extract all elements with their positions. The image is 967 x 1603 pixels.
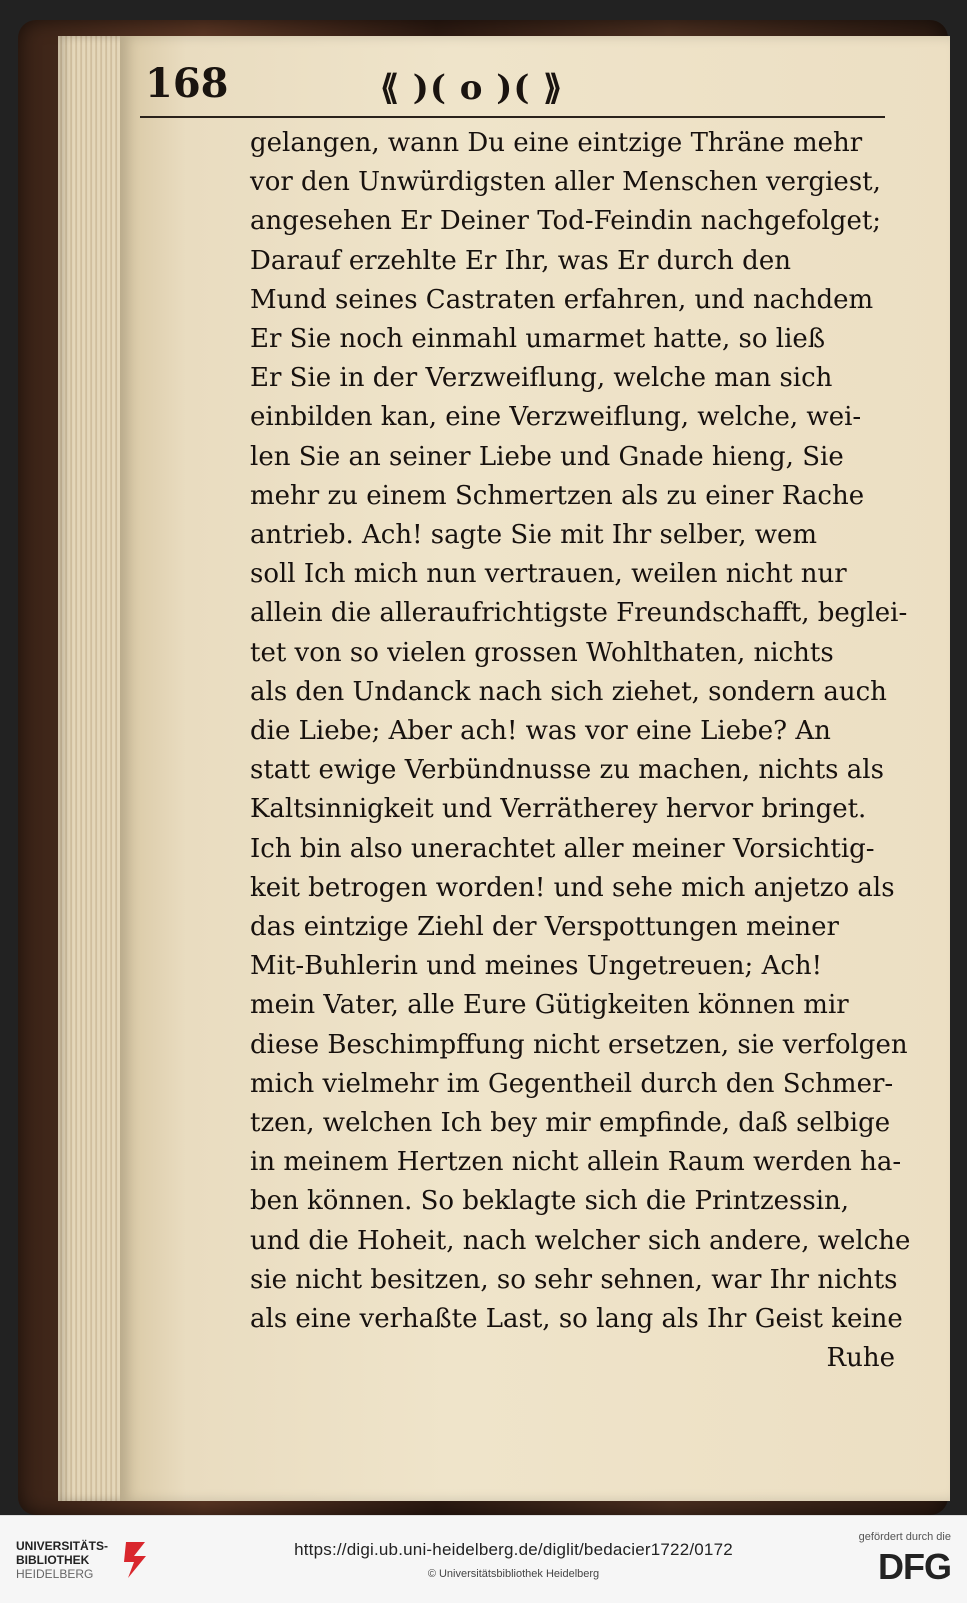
text-line: angesehen Er Deiner Tod-Feindin nachgefolget; xyxy=(250,206,882,237)
text-line: keit betrogen worden! und sehe mich anjetzo als xyxy=(250,872,895,903)
text-line: die Liebe; Aber ach! was vor eine Liebe? An xyxy=(250,716,831,747)
catchword: Ruhe xyxy=(826,1343,895,1374)
text-line: mich vielmehr im Gegentheil durch den Schmer- xyxy=(250,1068,894,1099)
text-line: Kaltsinnigkeit und Verrätherey hervor bringet. xyxy=(250,794,867,825)
text-line: mein Vater, alle Eure Gütigkeiten können mir xyxy=(250,990,849,1021)
ornament-icon: ⟪ )( o )( ⟫ xyxy=(380,68,564,108)
copyright-notice: © Universitätsbibliothek Heidelberg xyxy=(427,1567,600,1580)
text-line: in meinem Hertzen nicht allein Raum werden ha- xyxy=(250,1147,902,1178)
text-line: Mit-Buhlerin und meines Ungetreuen; Ach! xyxy=(250,951,823,982)
text-line: als eine verhaßte Last, so lang als Ihr Geist keine xyxy=(250,1304,903,1335)
url-area xyxy=(289,1540,739,1580)
text-line: sie nicht besitzen, so sehr sehnen, war Ihr nichts xyxy=(250,1264,898,1295)
heidelberg-logo-icon xyxy=(118,1538,152,1582)
text-line: diese Beschimpffung nicht ersetzen, sie verfolgen xyxy=(250,1029,908,1060)
text-line: soll Ich mich nun vertrauen, weilen nicht nur xyxy=(250,559,847,590)
library-branding xyxy=(16,1538,236,1582)
text-line: Ich bin also unerachtet aller meiner Vorsichtig- xyxy=(250,833,875,864)
dfg-logo: DFG xyxy=(878,1546,951,1587)
text-line: tzen, welchen Ich bey mir empfinde, daß selbige xyxy=(250,1108,891,1139)
text-line: ben können. So beklagte sich die Printzessin, xyxy=(250,1186,850,1217)
page-url[interactable]: https://digi.ub.uni-heidelberg.de/diglit/bedacier1722/0172 xyxy=(294,1539,733,1559)
page-header xyxy=(145,60,785,110)
text-line: gelangen, wann Du eine eintzige Thräne mehr xyxy=(250,128,863,158)
text-line: und die Hoheit, nach welcher sich andere, welche xyxy=(250,1225,911,1256)
text-line: vor den Unwürdigsten aller Menschen vergiest, xyxy=(250,167,881,198)
text-line: statt ewige Verbündnusse zu machen, nichts als xyxy=(250,755,884,786)
page-number: 168 xyxy=(145,60,229,107)
text-line: Mund seines Castraten erfahren, und nachdem xyxy=(250,284,874,315)
text-line: einbilden kan, eine Verzweiflung, welche, wei- xyxy=(250,402,862,433)
footer-bar xyxy=(0,1515,967,1603)
funding-label: gefördert durch die xyxy=(858,1531,951,1543)
page-text xyxy=(250,124,911,1374)
library-name xyxy=(16,1539,108,1581)
text-line: allein die alleraufrichtigste Freundschafft, beglei- xyxy=(250,598,908,629)
header-rule xyxy=(140,116,885,118)
library-name-line: BIBLIOTHEK xyxy=(16,1552,90,1567)
text-line: als den Undanck nach sich ziehet, sondern auch xyxy=(250,676,887,707)
text-line: antrieb. Ach! sagte Sie mit Ihr selber, wem xyxy=(250,520,818,551)
text-line: Er Sie noch einmahl umarmet hatte, so ließ xyxy=(250,324,826,355)
library-name-line: HEIDELBERG xyxy=(16,1566,94,1581)
text-line: Er Sie in der Verzweiflung, welche man sich xyxy=(250,363,833,394)
text-line: len Sie an seiner Liebe und Gnade hieng, Sie xyxy=(250,441,844,472)
text-line: mehr zu einem Schmertzen als zu einer Rache xyxy=(250,480,865,511)
funding-branding xyxy=(791,1531,951,1588)
library-name-line: UNIVERSITÄTS- xyxy=(16,1538,109,1553)
text-line: das eintzige Ziehl der Verspottungen meiner xyxy=(250,912,839,943)
text-line: tet von so vielen grossen Wohlthaten, nichts xyxy=(250,637,834,668)
text-line: Darauf erzehlte Er Ihr, was Er durch den xyxy=(250,245,791,276)
